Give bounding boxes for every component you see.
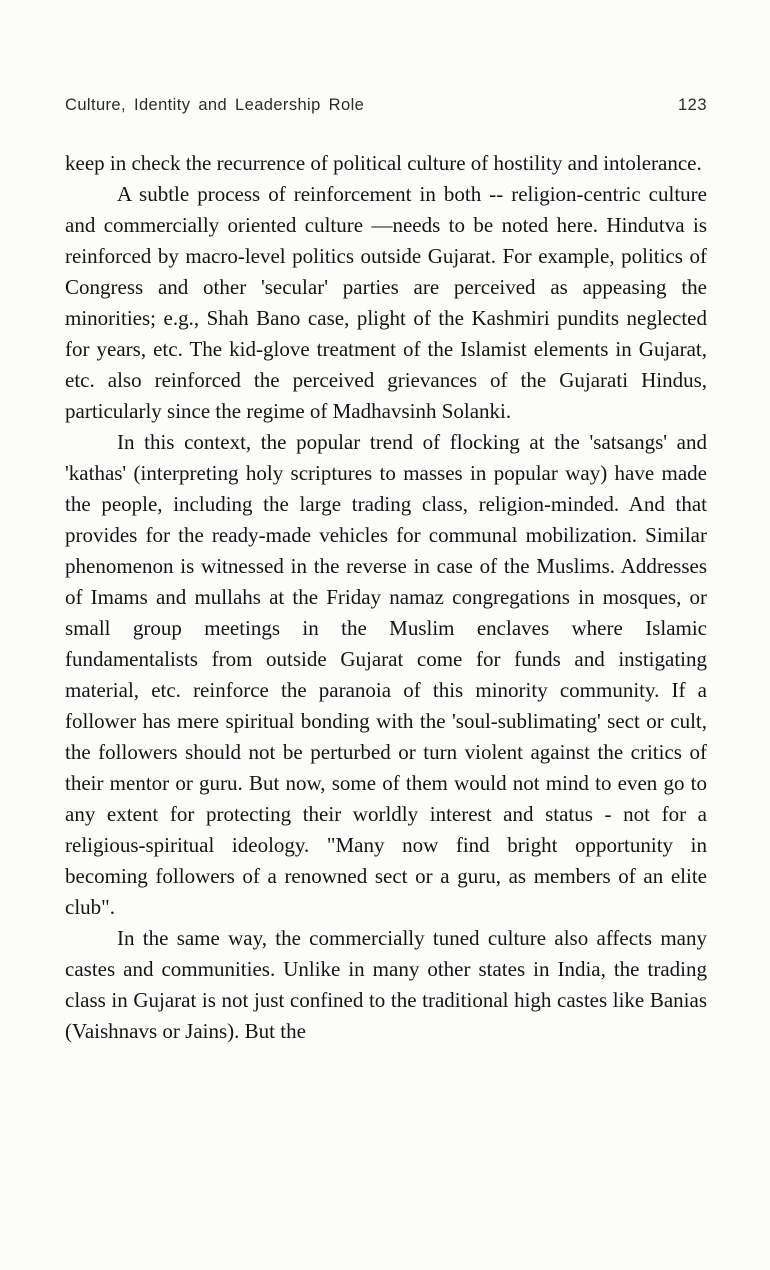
paragraph: In this context, the popular trend of flocking at the 'satsangs' and 'kathas' (interpreting holy scriptures to masses in popular way) have made the people, including the large trading class, religion-minded. And that provides for the ready-made vehicles for communal mobilization. Similar phenomenon is witnessed in the reverse in case of the Muslims. Addresses of Imams and mullahs at the Friday namaz congregations in mosques, or small group meetings in the Muslim enclaves where Islamic fundamentalists from outside Gujarat come for funds and instigating material, etc. reinforce the paranoia of this minority community. If a follower has mere spiritual bonding with the 'soul-sublimating' sect or cult, the followers should not be perturbed or turn violent against the critics of their mentor or guru. But now, some of them would not mind to even go to any extent for protecting their worldly interest and status - not for a religious-spiritual ideology. "Many now find bright opportunity in becoming followers of a renowned sect or a guru, as members of an elite club".	[65, 430, 707, 919]
paragraph: In the same way, the commercially tuned culture also affects many castes and communities. Unlike in many other states in India, the trading class in Gujarat is not just confined to the traditional high castes like Banias (Vaishnavs or Jains). But the	[65, 926, 707, 1043]
running-header	[65, 96, 707, 115]
paragraph-continuation: keep in check the recurrence of political culture of hostility and intolerance.	[65, 151, 702, 175]
page-number: 123	[677, 96, 707, 114]
body-text	[65, 148, 707, 1047]
header-title: Culture, Identity and Leadership Role	[65, 96, 365, 114]
paragraph: A subtle process of reinforcement in both -- religion-centric culture and commercially oriented culture —needs to be noted here. Hindutva is reinforced by macro-level politics outside Gujarat. For example, politics of Congress and other 'secular' parties are perceived as appeasing the minorities; e.g., Shah Bano case, plight of the Kashmiri pundits neglected for years, etc. The kid-glove treatment of the Islamist elements in Gujarat, etc. also reinforced the perceived grievances of the Gujarati Hindus, particularly since the regime of Madhavsinh Solanki.	[65, 182, 707, 423]
